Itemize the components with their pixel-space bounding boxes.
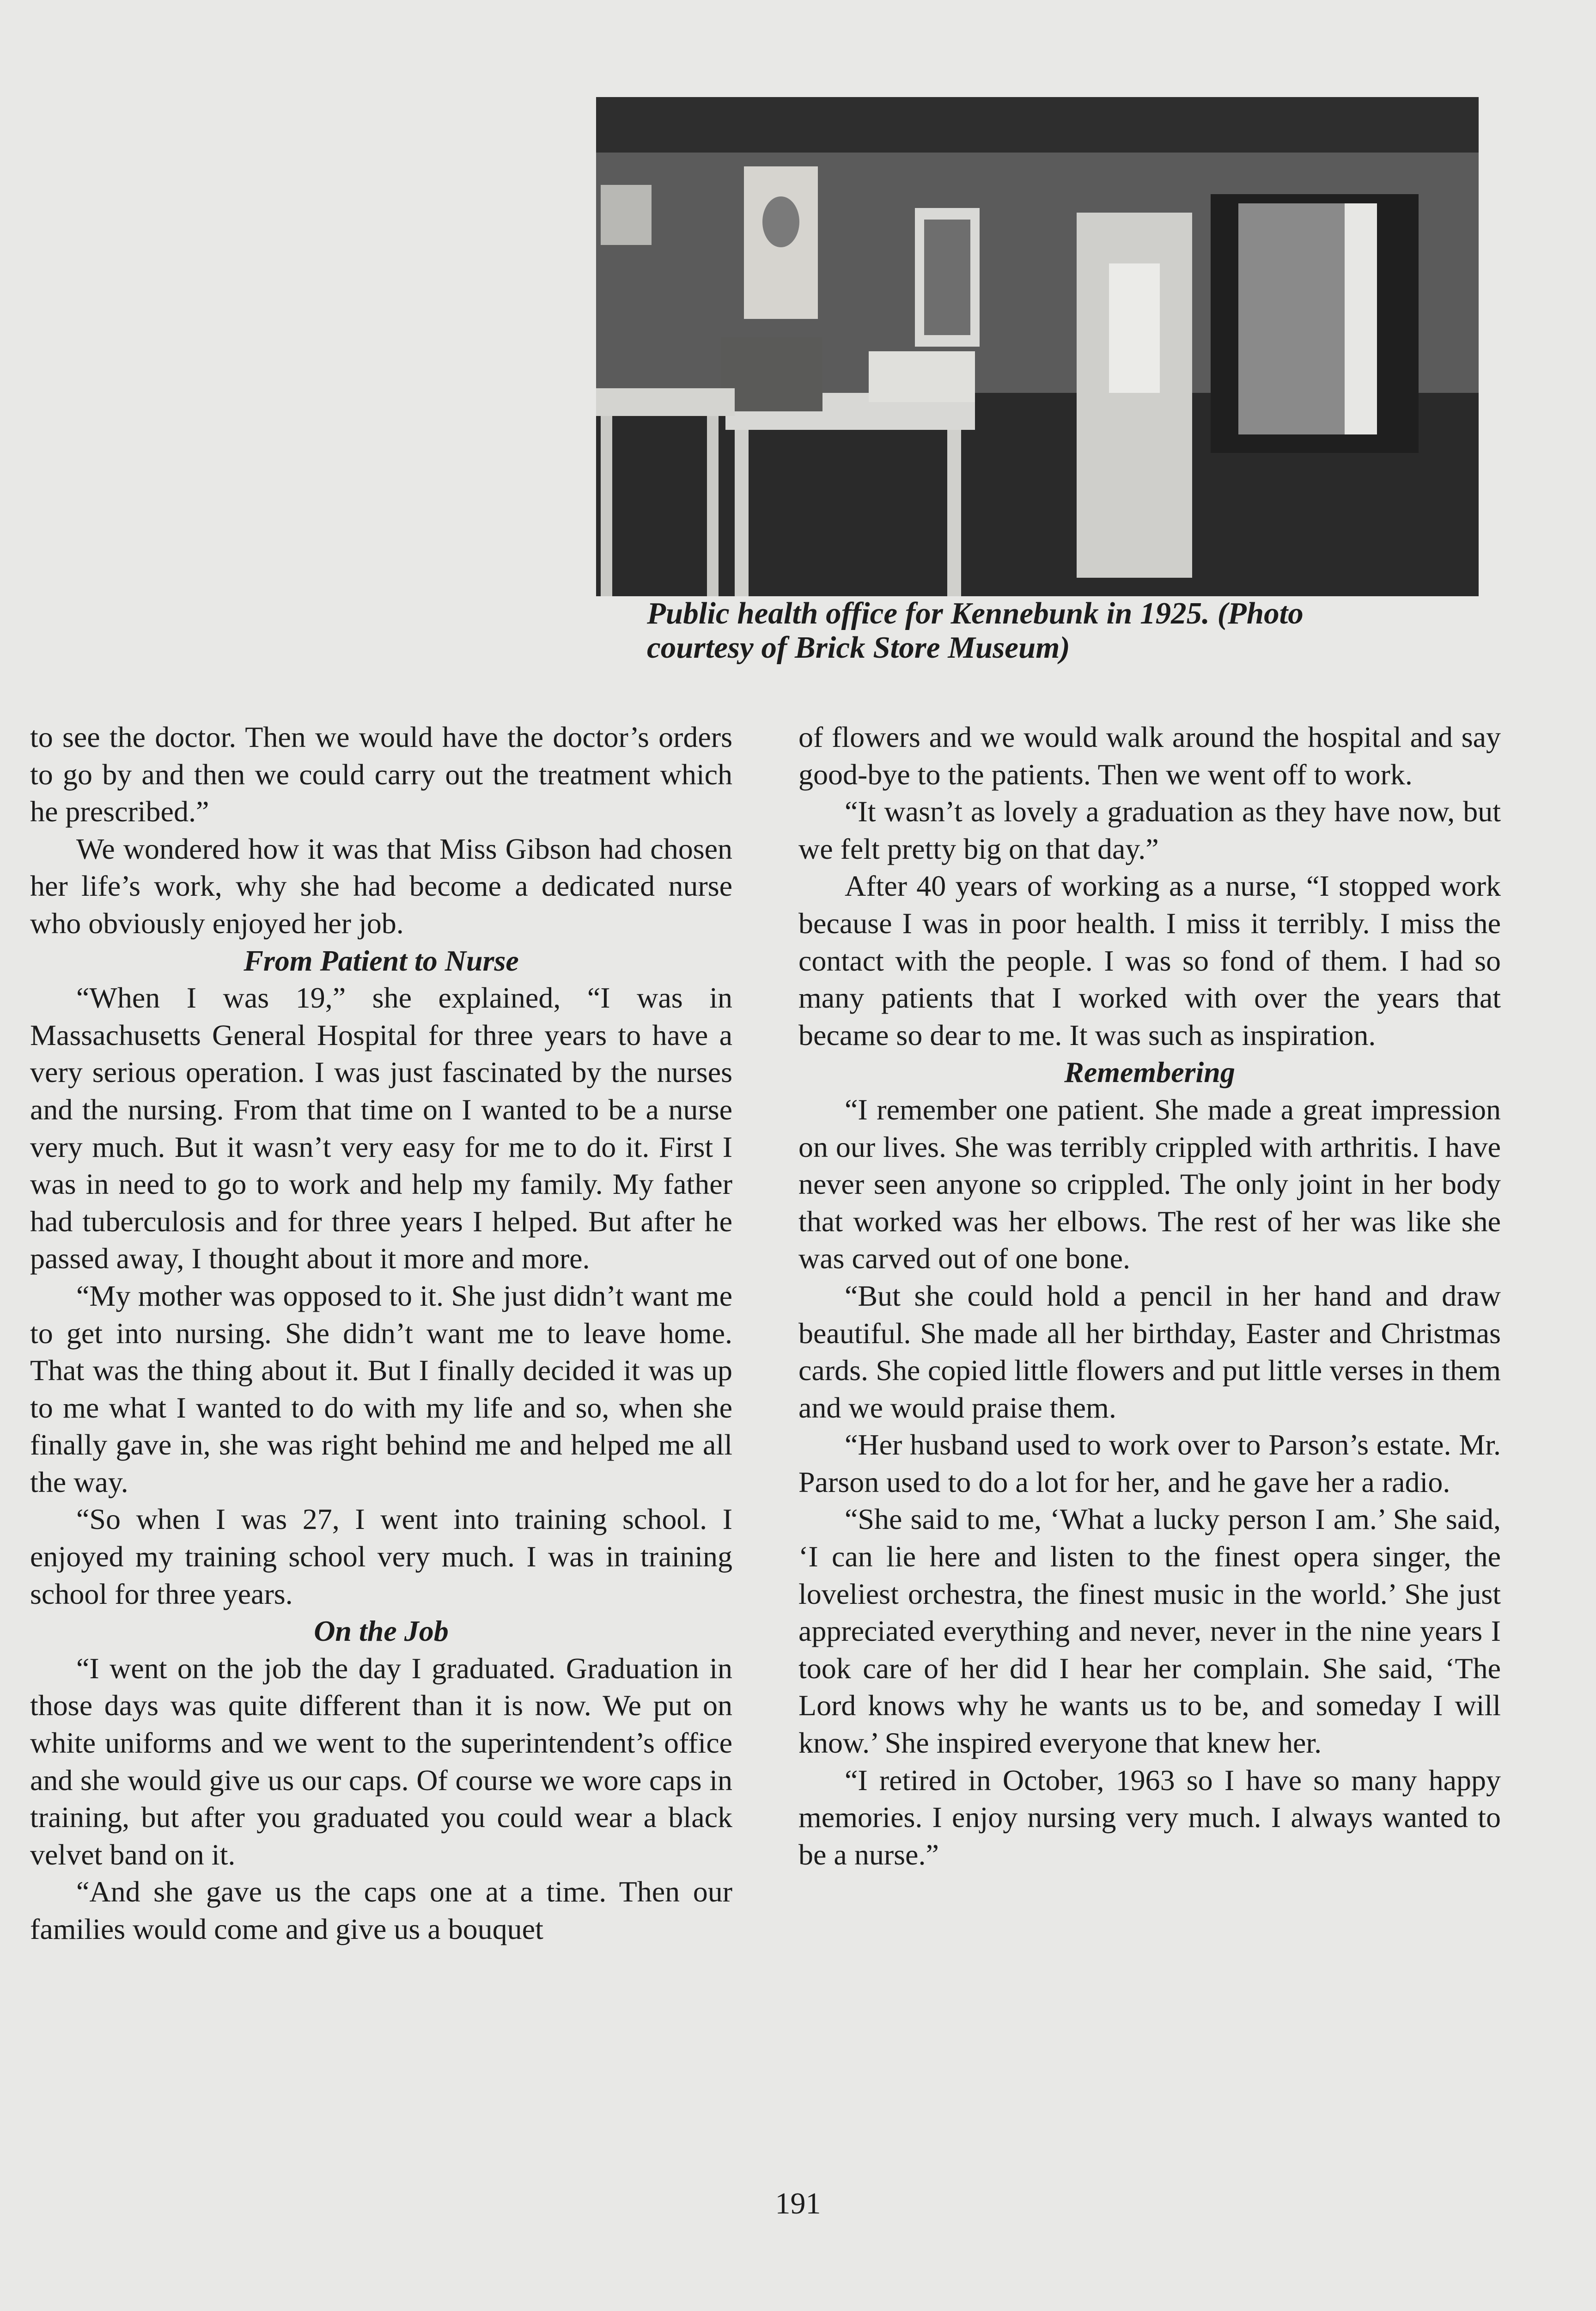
paragraph: of flowers and we would walk around the hospital and say good-bye to the patients. Then we went off to work. (798, 721, 1501, 791)
paragraph: “I remember one patient. She made a great impression on our lives. She was terribly crippled with arthritis. I have never seen anyone so crippled. The only joint in her body that worked was her elbows. The rest of her was like she was carved out of one bone. (798, 1093, 1501, 1275)
paragraph: After 40 years of working as a nurse, “I stopped work because I was in poor health. I miss it terribly. I miss the contact with the people. I was so fond of them. I had so many patients that I worked with over the years that became so dear to me. It was such as inspiration. (798, 869, 1501, 1052)
paragraph: “But she could hold a pencil in her hand and draw beautiful. She made all her birthday, Easter and Christmas cards. She copied little flowers and put little verses in them and we would praise them. (798, 1279, 1501, 1424)
caption-line-2: courtesy of Brick Store Museum) (647, 630, 1070, 665)
paragraph: “I retired in October, 1963 so I have so many happy memories. I enjoy nursing very much. I always wanted to be a nurse.” (798, 1763, 1501, 1871)
room-photo-drawing (596, 97, 1479, 596)
paragraph: “My mother was opposed to it. She just didn’t want me to get into nursing. She didn’t want me to leave home. That was the thing about it. But I finally decided it was up to me what I wanted to do with my life and so, when she finally gave in, she was right behind me and helped me all the way. (30, 1279, 732, 1498)
paragraph: “She said to me, ‘What a lucky person I am.’ She said, ‘I can lie here and listen to the finest opera singer, the loveliest orchestra, the finest music in the world.’ She just appreciated everything and never, never in the nine years I took care of her did I hear her complain. She said, ‘The Lord knows why he wants us to be, and someday I will know.’ She inspired everyone that knew her. (798, 1503, 1501, 1760)
paragraph: “Her husband used to work over to Parson’s estate. Mr. Parson used to do a lot for her, and he gave her a radio. (798, 1428, 1501, 1498)
paragraph: “It wasn’t as lovely a graduation as they have now, but we felt pretty big on that day.” (798, 795, 1501, 865)
left-column (30, 719, 732, 1948)
page-number: 191 (775, 2187, 821, 2220)
section-heading-from-patient-to-nurse: From Patient to Nurse (244, 944, 519, 977)
paragraph: to see the doctor. Then we would have the doctor’s orders to go by and then we could carry out the treatment which he prescribed.” (30, 721, 732, 828)
caption-line-1: Public health office for Kennebunk in 1925. (Photo (647, 596, 1304, 630)
section-heading-on-the-job: On the Job (314, 1614, 449, 1648)
paragraph: “I went on the job the day I graduated. Graduation in those days was quite different than it is now. We put on white uniforms and we went to the superintendent’s office and she would give us our caps. Of course we wore caps in training, but after you graduated you could wear a black velvet band on it. (30, 1651, 732, 1871)
paragraph: “So when I was 27, I went into training school. I enjoyed my training school very much. I was in training school for three years. (30, 1503, 732, 1610)
section-heading-remembering: Remembering (1064, 1056, 1235, 1089)
room-photo (596, 97, 1479, 596)
photo-caption (647, 596, 1479, 665)
paragraph: “And she gave us the caps one at a time. Then our families would come and give us a bouquet (30, 1875, 732, 1945)
paragraph: “When I was 19,” she explained, “I was in Massachusetts General Hospital for three years to have a very serious operation. I was just fascinated by the nurses and the nursing. From that time on I wanted to be a nurse very much. But it wasn’t very easy for me to do it. First I was in need to go to work and help my family. My father had tuberculosis and for three years I helped. But after he passed away, I thought about it more and more. (30, 981, 732, 1275)
paragraph: We wondered how it was that Miss Gibson had chosen her life’s work, why she had become a dedicated nurse who obviously enjoyed her job. (30, 832, 732, 940)
right-column (798, 719, 1501, 1873)
